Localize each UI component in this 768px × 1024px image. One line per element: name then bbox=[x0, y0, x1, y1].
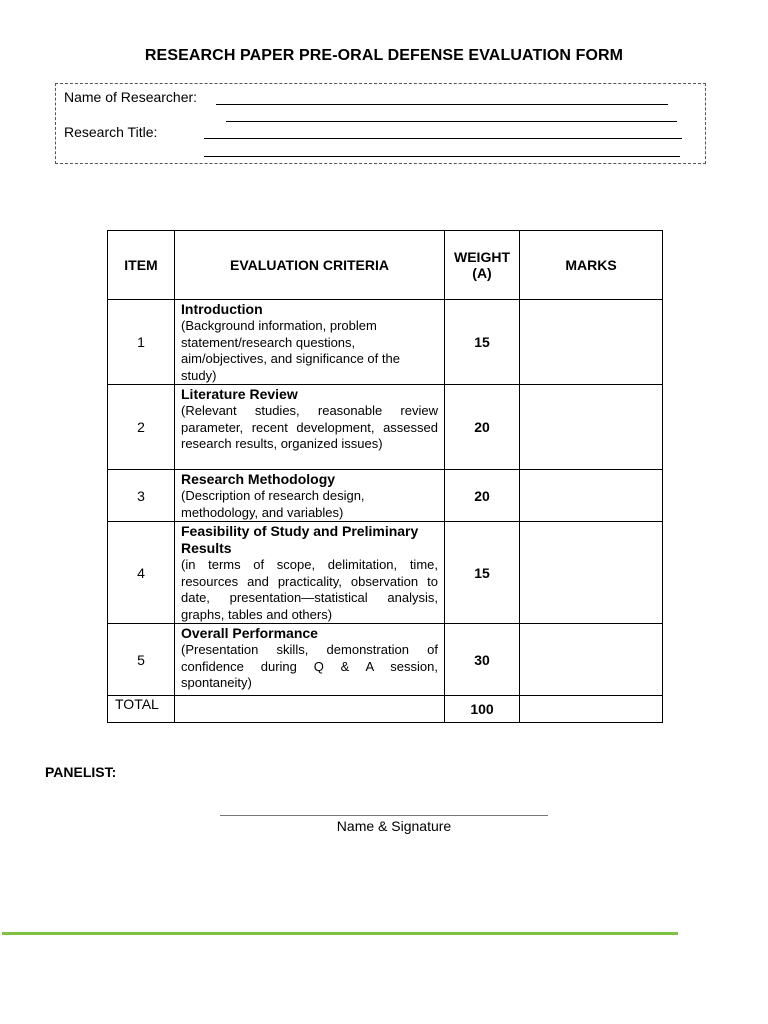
table-header-row bbox=[108, 231, 663, 300]
table-row bbox=[108, 624, 663, 696]
criterion-description: (Presentation skills, demonstration of confidence during Q & A session, spontaneity) bbox=[181, 642, 438, 690]
criterion-title: Feasibility of Study and Preliminary Results bbox=[181, 523, 419, 556]
criterion-description: (Description of research design, methodology, and variables) bbox=[181, 488, 365, 520]
total-weight: 100 bbox=[445, 696, 520, 723]
row-weight: 20 bbox=[445, 470, 520, 522]
header-criteria: EVALUATION CRITERIA bbox=[175, 231, 445, 300]
criterion-description: (Relevant studies, reasonable review parameter, recent development, assessed research results, organized issues) bbox=[181, 403, 438, 451]
research-title-label: Research Title: bbox=[64, 124, 158, 140]
total-label: TOTAL bbox=[108, 696, 175, 723]
header-weight: WEIGHT (A) bbox=[445, 231, 520, 300]
research-title-line[interactable] bbox=[204, 138, 682, 139]
table-row bbox=[108, 522, 663, 624]
total-criteria-cell bbox=[175, 696, 445, 723]
research-title-line-2[interactable] bbox=[204, 156, 680, 157]
row-weight: 20 bbox=[445, 385, 520, 470]
row-marks-cell[interactable] bbox=[520, 522, 663, 624]
criterion-title: Research Methodology bbox=[181, 471, 336, 487]
evaluation-table bbox=[107, 230, 663, 723]
row-marks-cell[interactable] bbox=[520, 470, 663, 522]
row-marks-cell[interactable] bbox=[520, 385, 663, 470]
row-marks-cell[interactable] bbox=[520, 624, 663, 696]
signature-label: Name & Signature bbox=[336, 818, 452, 834]
row-item-number: 2 bbox=[108, 385, 175, 470]
row-marks-cell[interactable] bbox=[520, 300, 663, 385]
table-row bbox=[108, 385, 663, 470]
criterion-description: (in terms of scope, delimitation, time, resources and practicality, observation to date, presentation—statistical analysis, graphs, tables and others) bbox=[181, 557, 438, 622]
criterion-title: Overall Performance bbox=[181, 625, 318, 641]
row-weight: 30 bbox=[445, 624, 520, 696]
footer-accent-rule bbox=[2, 932, 678, 935]
table-total-row bbox=[108, 696, 663, 723]
form-title: RESEARCH PAPER PRE-ORAL DEFENSE EVALUATION FORM bbox=[144, 47, 624, 64]
researcher-name-line-2[interactable] bbox=[226, 121, 677, 122]
row-item-number: 5 bbox=[108, 624, 175, 696]
criterion-title: Literature Review bbox=[181, 386, 298, 402]
researcher-name-line[interactable] bbox=[216, 104, 668, 105]
signature-line[interactable] bbox=[220, 815, 548, 816]
header-marks: MARKS bbox=[520, 231, 663, 300]
panelist-label: PANELIST: bbox=[45, 764, 117, 780]
row-item-number: 4 bbox=[108, 522, 175, 624]
row-item-number: 3 bbox=[108, 470, 175, 522]
researcher-name-label: Name of Researcher: bbox=[64, 89, 198, 105]
table-row bbox=[108, 300, 663, 385]
criterion-description: (Background information, problem statement/research questions, aim/objectives, and significance of the study) bbox=[181, 318, 400, 383]
header-item: ITEM bbox=[108, 231, 175, 300]
criterion-title: Introduction bbox=[181, 301, 263, 317]
row-weight: 15 bbox=[445, 522, 520, 624]
total-marks-cell[interactable] bbox=[520, 696, 663, 723]
row-weight: 15 bbox=[445, 300, 520, 385]
row-item-number: 1 bbox=[108, 300, 175, 385]
table-row bbox=[108, 470, 663, 522]
